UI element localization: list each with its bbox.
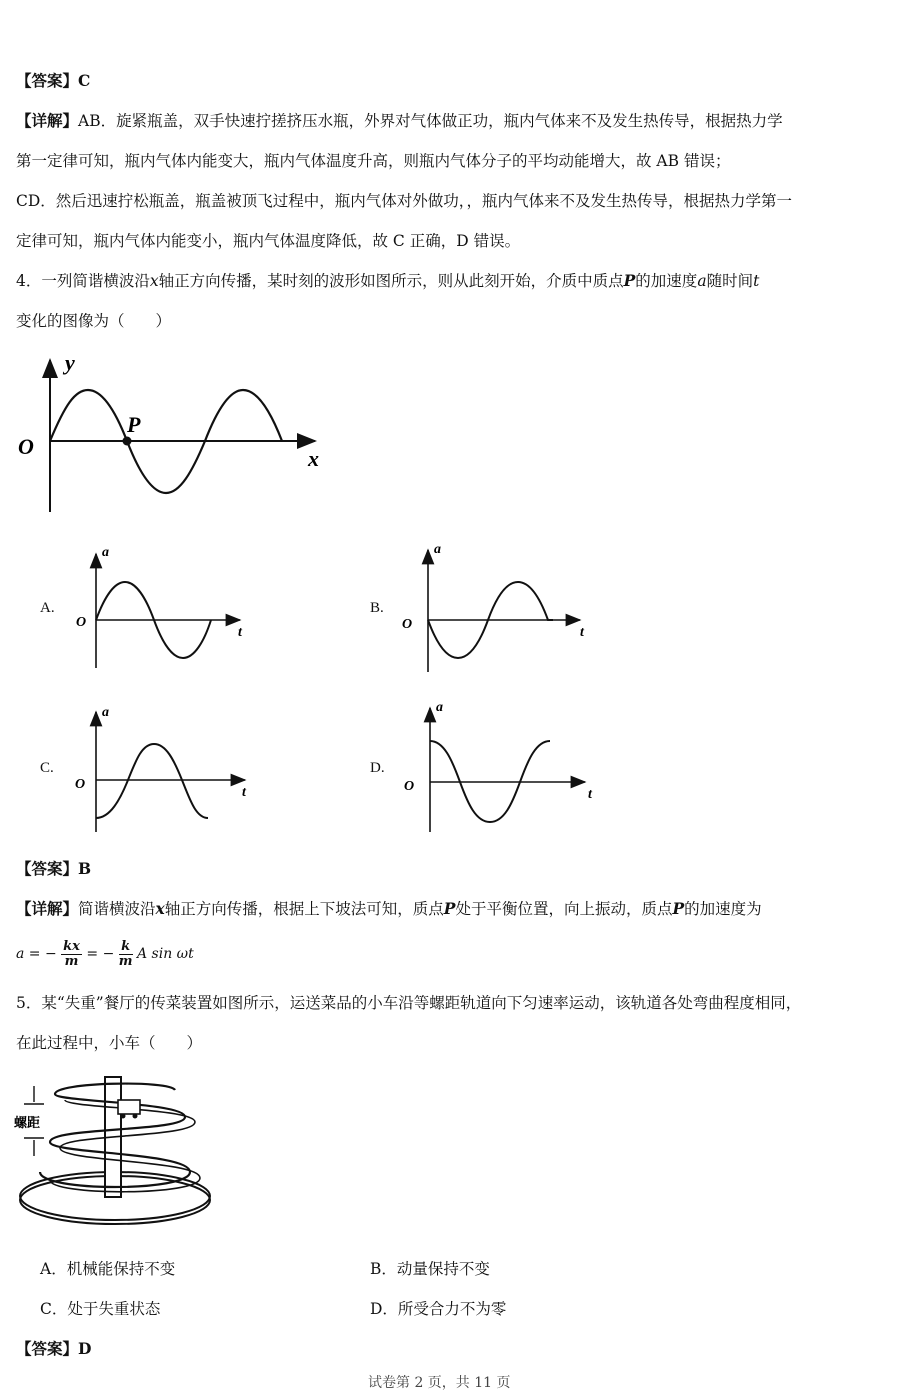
answer-value: B	[78, 859, 92, 878]
var-p: P	[672, 899, 685, 918]
formula-lhs: a = −	[16, 946, 57, 962]
q4-stem-line2: 变化的图像为（ ）	[16, 312, 172, 330]
q4-answer	[16, 858, 91, 880]
answer-tag: 【答案】	[16, 1339, 79, 1358]
a-label: a	[436, 700, 443, 715]
answer-value: C	[78, 71, 91, 90]
wave-figure	[10, 350, 340, 520]
option-d-letter[interactable]: D.	[370, 760, 385, 776]
x-label: x	[308, 446, 319, 471]
detail-tag: 【详解】	[16, 899, 79, 918]
fraction-k-m	[119, 940, 133, 969]
a-label: a	[102, 545, 109, 560]
q4-stem-line1	[16, 270, 759, 292]
q3-answer	[16, 70, 90, 92]
cart-wheel	[133, 1114, 138, 1119]
denominator: m	[64, 953, 79, 969]
var-p: P	[443, 899, 456, 918]
q3-detail-line1	[16, 110, 783, 132]
option-c-graph[interactable]	[70, 700, 260, 835]
option-b-letter[interactable]: B.	[370, 600, 384, 616]
detail-text: 处于平衡位置，向上振动，质点	[455, 900, 673, 918]
pitch-label: 螺距	[14, 1115, 41, 1130]
numerator: k	[119, 940, 133, 955]
point-p	[123, 437, 132, 446]
formula-mid: = −	[86, 946, 115, 962]
detail-tag: 【详解】	[16, 111, 79, 130]
detail-text: 简谐横波沿	[78, 900, 156, 918]
var-a: a	[697, 272, 707, 290]
q3-detail-line4: 定律可知，瓶内气体内能变小，瓶内气体温度降低，故 C 正确，D 错误。	[16, 232, 521, 250]
var-t: t	[753, 272, 760, 290]
detail-text: 的加速度为	[684, 900, 762, 918]
answer-value: D	[78, 1339, 92, 1358]
formula-tail: A sin ωt	[136, 946, 194, 962]
denominator: m	[118, 953, 133, 969]
q5-answer	[16, 1338, 91, 1360]
q5-option-a[interactable]: A．机械能保持不变	[40, 1260, 176, 1278]
t-label: t	[242, 785, 246, 800]
detail-text: 轴正方向传播，根据上下坡法可知，质点	[164, 900, 444, 918]
stem-text: 4．一列简谐横波沿	[16, 272, 150, 290]
q4-formula	[16, 934, 194, 974]
origin-label: O	[75, 777, 86, 792]
var-p: P	[623, 271, 636, 290]
origin-label: O	[402, 617, 413, 632]
option-a-letter[interactable]: A.	[40, 600, 55, 616]
a-label: a	[102, 705, 109, 720]
t-label: t	[588, 787, 592, 802]
q5-option-d[interactable]: D．所受合力不为零	[370, 1300, 507, 1318]
origin-label: O	[404, 779, 415, 794]
c-curve	[96, 744, 208, 818]
p-label: P	[127, 412, 141, 437]
fraction-kx-m	[61, 940, 82, 969]
stem-text: 轴正方向传播，某时刻的波形如图所示，则从此刻开始，介质中质点	[158, 272, 624, 290]
q3-detail-line2: 第一定律可知，瓶内气体内能变大，瓶内气体温度升高，则瓶内气体分子的平均动能增大，故 AB 错误；	[16, 152, 731, 170]
q4-detail	[16, 898, 762, 920]
q5-option-b[interactable]: B．动量保持不变	[370, 1260, 490, 1278]
t-label: t	[580, 625, 584, 640]
spiral-track-figure	[10, 1072, 220, 1232]
q5-stem-line1: 5．某“失重”餐厅的传菜装置如图所示，运送菜品的小车沿等螺距轨道向下匀速率运动，该轨道各处弯曲程度相同，	[16, 994, 802, 1012]
var-x: x	[149, 272, 159, 290]
a-label: a	[434, 542, 441, 557]
option-c-letter[interactable]: C.	[40, 760, 54, 776]
page-footer: 试卷第 2 页，共 11 页	[368, 1375, 511, 1391]
detail-text: AB．旋紧瓶盖，双手快速拧搓挤压水瓶，外界对气体做正功，瓶内气体来不及发生热传导，根据热力学	[78, 112, 783, 130]
t-label: t	[238, 625, 242, 640]
stem-text: 的加速度	[635, 272, 698, 290]
var-x: x	[155, 899, 165, 918]
cart-wheel	[121, 1114, 126, 1119]
cart	[118, 1100, 140, 1114]
answer-tag: 【答案】	[16, 859, 79, 878]
q5-stem-line2: 在此过程中，小车（ ）	[16, 1034, 203, 1052]
option-d-graph[interactable]	[400, 696, 600, 836]
y-label: y	[65, 350, 75, 375]
q3-detail-line3: CD．然后迅速拧松瓶盖，瓶盖被顶飞过程中，瓶内气体对外做功，，瓶内气体来不及发生热传导，根据热力学第一	[16, 192, 793, 210]
option-b-graph[interactable]	[400, 538, 595, 678]
option-a-graph[interactable]	[70, 540, 255, 675]
origin-label: O	[76, 615, 87, 630]
stem-text: 随时间	[706, 272, 754, 290]
numerator: kx	[63, 938, 80, 954]
q5-option-c[interactable]: C．处于失重状态	[40, 1300, 161, 1318]
answer-tag: 【答案】	[16, 71, 79, 90]
origin-label: O	[18, 434, 34, 459]
